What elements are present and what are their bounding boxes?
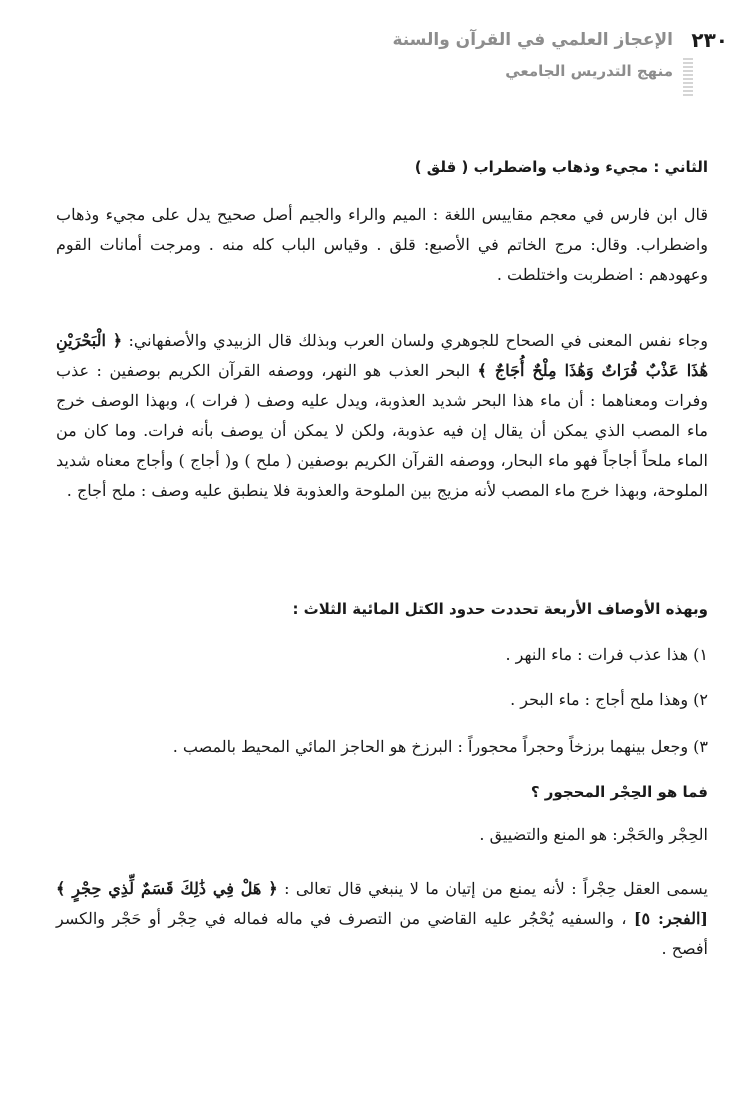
list-item: ٣) وجعل بينهما برزخاً وحجراً محجوراً : البرزخ هو الحاجز المائي المحيط بالمصب . (172, 737, 708, 756)
page-number: ٢٣٠ (691, 28, 728, 52)
chapter-title: منهج التدريس الجامعي (505, 62, 673, 80)
page-header (28, 28, 728, 98)
definition: الحِجْر والحَجْر: هو المنع والتضييق . (479, 825, 708, 844)
final-paragraph-text-2: ، والسفيه يُحْجُر عليه القاضي من التصرف في ماله فماله في حِجْر أو حَجْر والكسر أفصح . (56, 909, 708, 958)
final-paragraph-text-1: يسمى العقل حِجْراً : لأنه يمنع من إتيان ما لا ينبغي قال تعالى : (284, 879, 708, 898)
section-heading: الثاني : مجيء وذهاب واضطراب ( قلق ) (414, 158, 708, 176)
book-title: الإعجاز العلمي في القرآن والسنة (392, 30, 673, 50)
list-item: ٢) وهذا ملح أجاج : ماء البحر . (510, 690, 708, 709)
paragraph-2-body: البحر العذب هو النهر، ووصفه القرآن الكريم بوصفين : عذب وفرات ومعناهما : أن ماء هذا البحر شديد العذوبة، ويدل عليه وصف ( فرات )، وبهذا الوصف خرج ماء المصب الذي يمكن أن يقال إن فيه عذوبة، ولكن لا يمكن أن يوصف بأنه فرات. وما كان من الماء ملحاً أجاجاً فهو ماء البحار، ووصفه القرآن الكريم بوصفين ( ملح ) و( أجاج ) وأجاج معناه شديد الملوحة، وبهذا خرج ماء المصب لأنه مزيج بين الملوحة والعذوبة فلا ينطبق عليه وصف : ملح أجاج . (56, 361, 708, 500)
paragraph-1: قال ابن فارس في معجم مقاييس اللغة : الميم والراء والجيم أصل صحيح يدل على مجيء وذهاب واضطراب. وقال: مرج الخاتم في الأصبع: قلق . وقياس الباب كله منه . ومرجت أمانات القوم وعهودهم : اضطربت واختلطت . (56, 205, 708, 284)
four-descriptions-heading: وبهذه الأوصاف الأربعة تحددت حدود الكتل المائية الثلاث : (292, 600, 708, 618)
quran-verse-2: ﴿ هَلْ فِي ذَٰلِكَ قَسَمٌ لِّذِي حِجْرٍ ﴾ (56, 879, 278, 898)
list-item: ١) هذا عذب فرات : ماء النهر . (505, 645, 708, 664)
question-heading: فما هو الحِجْر المحجور ؟ (530, 783, 708, 801)
paragraph-2 (56, 326, 708, 506)
quran-verse-1: ﴿ الْبَحْرَيْنِ هَٰذَا عَذْبٌ فُرَاتٌ وَهَٰذَا مِلْحٌ أُجَاجٌ ﴾ (56, 331, 708, 380)
paragraph-2-intro: وجاء نفس المعنى في الصحاح للجوهري ولسان العرب وبذلك قال الزبيدي والأصفهاني: (128, 331, 708, 350)
verse-reference: [الفجر: ٥] (633, 909, 708, 928)
header-decoration (683, 58, 693, 96)
final-paragraph (56, 874, 708, 964)
